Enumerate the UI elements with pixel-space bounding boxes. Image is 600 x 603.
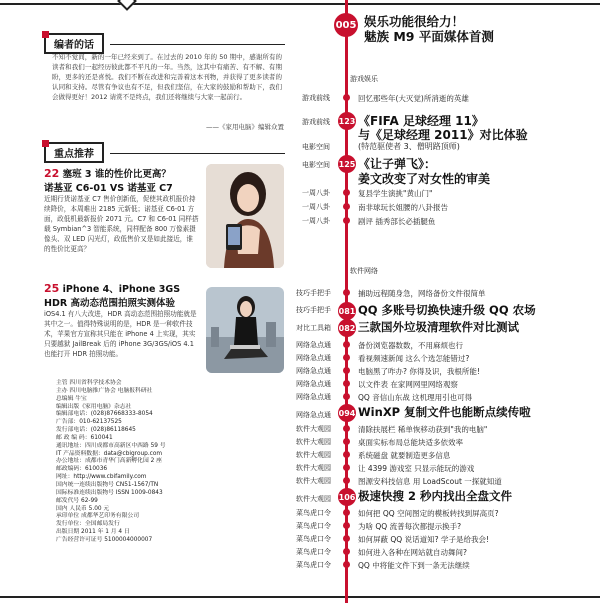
toc-item[interactable]: 回忆那些年(大灭觉)所消逝的英雄 [358,94,469,103]
article-body-1: 近期行货诺基亚 C7 售价创新低，促使其政机报价持续降价，本周难出 2185 元新低；诺基亚 C6-01 方面，政低机最新报价 2071 元。C7 和 C6-01 同样搭载 Symbian^3 智能系统，同样配备 800 万像素摄像头、双 LED 闪光灯，政低售价又是如此接近，谁的性价比更高？ [44,195,199,253]
toc-item[interactable]: 为啥 QQ 流普每次都提示换手? [358,522,462,531]
timeline-dot [343,289,350,296]
toc-headline[interactable]: 极速快搜 2 秒内找出全盘文件 [358,489,513,503]
masthead-line: 发行部电话：(028)86118645 [56,427,136,434]
article-title-text: iPhone 4、iPhone 3GS [62,284,181,295]
masthead-info [56,380,216,545]
toc-subtitle: (特范驱使者 3、僧明路顶师) [358,142,460,151]
category-label: 网络急点通 [296,341,331,349]
category-label: 菜鸟虎口令 [296,535,331,543]
category-label: 菜鸟虎口令 [296,509,331,517]
category-label: 对比工具箱 [296,324,331,332]
bottom-rule [0,596,600,598]
page-badge: 082 [338,319,356,337]
toc-item[interactable]: 复县学生演挑"黄山门" [358,189,433,198]
toc-headline[interactable]: 《让子弹飞》： [358,157,437,171]
category-label: 菜鸟虎口令 [296,548,331,556]
category-label: 一周八卦 [302,203,330,211]
section-label-software: 软件网络 [350,267,378,275]
masthead-line: 广告经营许可证号 5100004000007 [56,536,153,543]
category-label: 菜鸟虎口令 [296,522,331,530]
toc-headline[interactable]: 三款国外垃圾清理软件对比测试 [358,320,519,334]
toc-item[interactable]: 电脑黑了咋办? 你得及识，我根所能! [358,367,480,376]
masthead-line: 编辑部电话：(028)87668333-8054 [56,411,153,418]
category-label: 一周八卦 [302,217,330,225]
featured-header [44,142,104,163]
divider [110,153,285,154]
editor-note-header-label: 编者的话 [54,40,94,51]
toc-item[interactable]: 南非球玩长姐腰的八卦报告 [358,203,448,212]
page-badge: 123 [338,112,356,130]
toc-item[interactable]: 看视频速新闻 这么个选怎能错过? [358,354,470,363]
toc-item[interactable]: 以文件表 在家网网里网络观察 [358,380,458,389]
timeline-dot [343,438,350,445]
masthead-line: IT 产品资料数据：data@cbigroup.com [56,450,163,457]
toc-item[interactable]: 备份浏览器数数，不用麻烦也行 [358,341,463,350]
timeline-dot [343,393,350,400]
article-photo-phone-model [206,164,284,268]
masthead-line: 承印单位 成都华艺印务有限公司 [56,513,139,520]
timeline-dot [343,217,350,224]
timeline-dot [343,425,350,432]
toc-item[interactable]: 剧评 插秀部长必插腿鱼 [358,217,436,226]
toc-item[interactable]: 让 4399 游戏室 只显示能玩的游戏 [358,464,475,473]
timeline-dot [343,189,350,196]
timeline-dot [343,367,350,374]
divider [110,44,285,45]
section-label-games: 游戏娱乐 [350,75,378,83]
masthead-line: 总编辑 牛宝 [56,395,87,402]
featured-header-label: 重点推荐 [54,149,94,160]
timeline-dot [343,535,350,542]
page-badge-005: 005 [334,13,358,37]
lead-title-line1[interactable]: 娱乐功能很给力！ [364,14,465,29]
masthead-line: 办公地址：成都市青华门高新孵化园 2 座 [56,458,162,465]
category-label: 游戏前线 [302,94,330,102]
red-square-icon [42,140,49,147]
top-rule [0,3,600,5]
page-badge: 106 [338,488,356,506]
masthead-line: 国内统一连续出版物号 CN51-1567/TN [56,481,159,488]
page-number: 22 [44,167,60,180]
category-label: 技巧手把手 [296,289,331,297]
category-label: 网络急点通 [296,411,331,419]
category-label: 一周八卦 [302,189,330,197]
masthead-line: 国内 人民币 5.00 元 [56,505,110,512]
toc-headline[interactable]: 《FIFA 足球经理 11》 [358,114,484,128]
timeline-dot [343,548,350,555]
page-badge: 094 [338,404,356,422]
article-title-2a[interactable] [44,281,180,295]
toc-item[interactable]: 系统磁盘 就要制造更多信息 [358,451,451,460]
masthead-line: 邮发代号 62-99 [56,497,98,504]
masthead-line: 主管 四川省科学技术协会 [56,380,122,386]
toc-item[interactable]: 图源安科技信息 用 LoadScout 一探就知道 [358,477,502,486]
toc-item[interactable]: QQ 音信山东战 这机理用引也可得 [358,393,473,402]
toc-item[interactable]: 桌面实标布局总能块适多依效率 [358,438,463,447]
toc-item[interactable]: QQ 中将能文件下到一条无法继续 [358,561,470,570]
timeline-dot [343,561,350,568]
category-label: 网络急点通 [296,367,331,375]
timeline-dot [343,94,350,101]
article-title-1b[interactable]: 诺基亚 C6-01 VS 诺基亚 C7 [44,183,173,194]
category-label: 网络急点通 [296,380,331,388]
toc-item[interactable]: 捕助远程随身急，网络备份文件很简单 [358,289,486,298]
red-square-icon [42,31,49,38]
toc-item[interactable]: 清除扶展栏 稀单恢移动获到"我的电脑" [358,425,488,434]
category-label: 游戏前线 [302,118,330,126]
article-title-1a[interactable] [44,166,171,180]
masthead-line: 广告部：010-62137525 [56,419,122,426]
masthead-line: 主办 四川电脑推广协会 电脑报科研社 [56,387,153,394]
masthead-line: 国际标准连续出版物号 ISSN 1009-0843 [56,489,163,496]
category-label: 电影空间 [302,143,330,151]
category-label: 菜鸟虎口令 [296,561,331,569]
masthead-line: 邮政编码：610036 [56,466,108,473]
category-label: 软件大观园 [296,495,331,503]
timeline-dot [343,464,350,471]
category-label: 软件大观园 [296,451,331,459]
page-badge: 081 [338,302,356,320]
toc-headline[interactable]: 与《足球经理 2011》对比体验 [358,128,528,142]
article-photo-city-model [206,287,284,373]
masthead-line: 出版日期 2011 年 1 月 4 日 [56,529,130,536]
timeline-dot [343,451,350,458]
toc-headline[interactable]: 姜文改变了对女性的审美 [358,172,491,186]
toc-item[interactable]: 如何屏蔽 QQ 说话道知? 学子是给我会! [358,535,489,544]
article-body-2: iOS4.1 有八大改进，HDR 高动态范围拍照功能就是其中之一。值得特殊说明的是，HDR 是一种软件技术，苹果官方宣称其只能在 iPhone 4 上实现，其实只要越狱 JailBreak 后的 iPhone 3G/3GS/iOS 4.1 也能打开 HDR 拍照功能。 [44,310,197,358]
timeline-dot [343,522,350,529]
masthead-line: 发行单位：全国邮局发行 [56,521,120,528]
category-label: 网络急点通 [296,354,331,362]
category-label: 软件大观园 [296,438,331,446]
category-label: 技巧手把手 [296,306,331,314]
category-label: 软件大观园 [296,464,331,472]
masthead-line: 邮 政 编 码：610041 [56,434,113,441]
category-label: 网络急点通 [296,393,331,401]
toc-headline[interactable]: WinXP 复制文件也能断点续传啦 [358,405,531,419]
timeline-dot [343,477,350,484]
toc-item[interactable]: 如何把 QQ 空间图定的模板转找到屏高页? [358,509,499,518]
article-title-text: 塞班 3 谁的性价比更高？ [62,169,171,180]
article-title-2b[interactable]: HDR 高动态范围拍照实测体验 [44,298,175,309]
timeline-dot [343,509,350,516]
masthead-line: 通讯地址：四川成都市高新区中西路 59 号 [56,442,166,449]
masthead-line: 编辑出版《家用电脑》杂志社 [56,403,132,410]
timeline-dot [343,341,350,348]
category-label: 软件大观园 [296,425,331,433]
timeline-dot [343,380,350,387]
category-label: 软件大观园 [296,477,331,485]
page-number: 25 [44,282,60,295]
masthead-line: 网址：http://www.cbifamily.com [56,474,147,481]
page-badge: 125 [338,155,356,173]
toc-headline[interactable]: QQ 多账号切换快速升级 QQ 农场 [358,303,536,317]
toc-item[interactable]: 如何进入各种在网站就自动舞间? [358,548,467,557]
editor-note-signature: ——《家用电脑》编辑众置 [206,123,284,131]
top-diamond-icon [117,0,137,11]
category-label: 电影空间 [302,161,330,169]
editor-note-header [44,33,104,54]
editor-note-body: 不知不觉间，新的一年已经来到了。在过去的 2010 年的 50 期中，感谢所有的读者和我们一起经历彼此都不平凡的一年。当然，这其中有痛苦、有不解、有期盼，更多的还是喜悦。我们不断在改进和完善着这本刊物，并获得了更多读者的认同和支持。尽管有争议也有不足，但我们坚信，在大家的鼓励和帮助下，我们会做得更好！2012 请赏不是终点，我们还将继续与大家一起前行。 [52,53,282,101]
lead-title-line2[interactable]: 魅族 M9 平面媒体首测 [364,29,494,44]
timeline-dot [343,203,350,210]
timeline-dot [343,354,350,361]
